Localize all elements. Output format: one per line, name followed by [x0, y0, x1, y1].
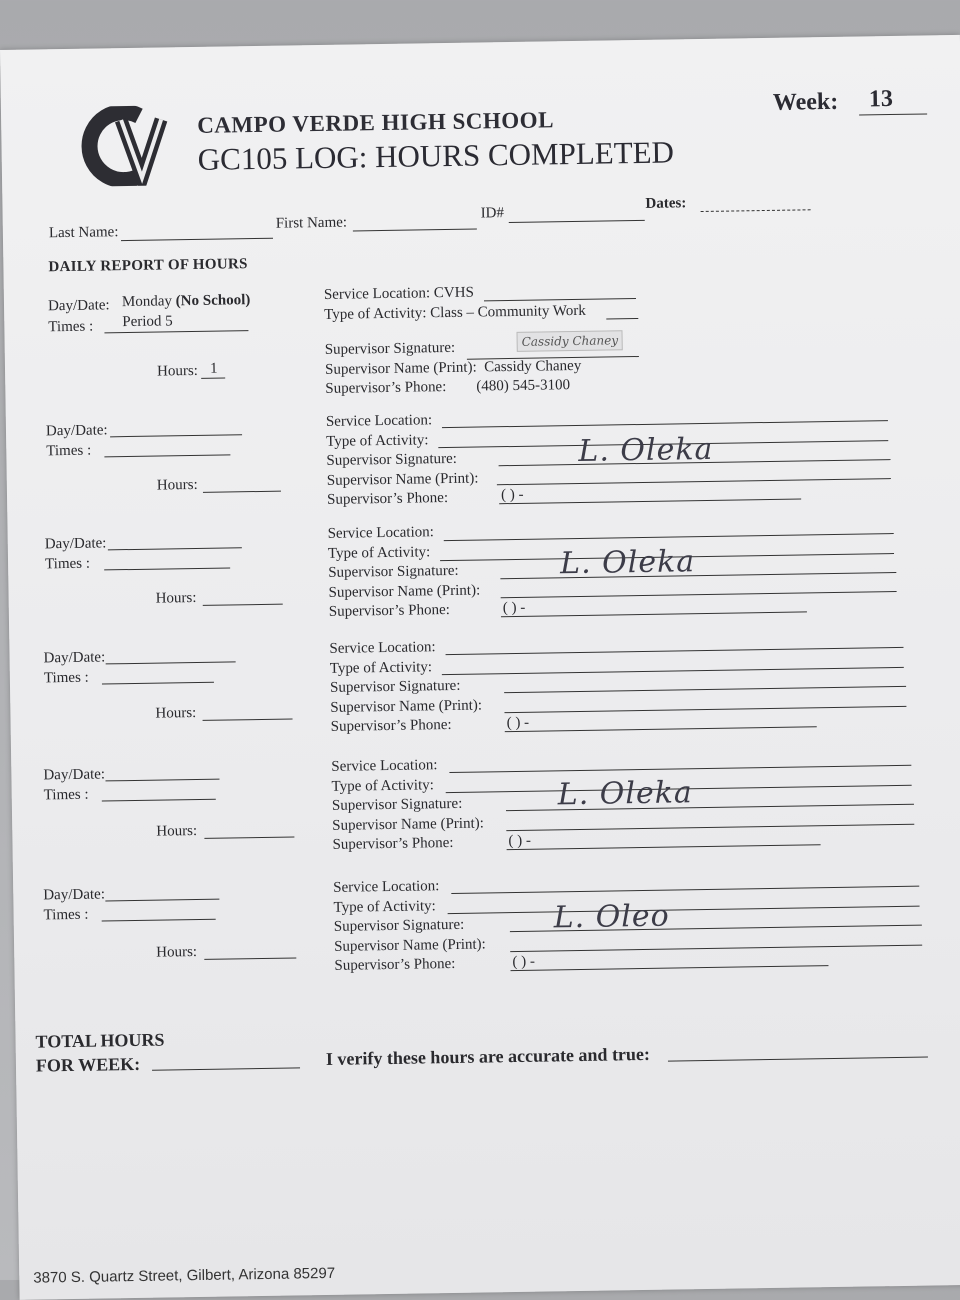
- hours-field[interactable]: [203, 604, 283, 606]
- phone-field[interactable]: [507, 844, 821, 850]
- id-label: ID#: [480, 205, 505, 222]
- hours-label: Hours:: [156, 362, 199, 380]
- times-field[interactable]: [104, 567, 230, 570]
- times-value[interactable]: Period 5: [122, 313, 173, 331]
- activity-field[interactable]: [448, 906, 920, 914]
- supervisor-name-field[interactable]: [501, 591, 897, 598]
- form-page: [0, 35, 960, 1300]
- hours-label: Hours:: [156, 944, 198, 961]
- dates-field[interactable]: [701, 209, 811, 212]
- phone-field[interactable]: [505, 726, 817, 732]
- supervisor-phone-value[interactable]: (480) 545-3100: [476, 377, 571, 395]
- location-field[interactable]: [446, 647, 904, 655]
- cv-logo-icon: [81, 105, 182, 187]
- hours-label: Hours:: [156, 476, 198, 494]
- day-date-field[interactable]: [110, 434, 242, 437]
- phone-field[interactable]: [511, 965, 829, 971]
- day-value: Monday: [121, 293, 173, 311]
- supervisor-name-field[interactable]: [510, 945, 922, 952]
- phone-template: ( ) -: [512, 953, 536, 971]
- day-date-field[interactable]: [106, 661, 236, 664]
- supervisor-name-value[interactable]: Cassidy Chaney: [484, 357, 582, 375]
- phone-template: ( ) -: [500, 486, 524, 504]
- phone-field[interactable]: [499, 498, 801, 504]
- location-field[interactable]: [451, 886, 919, 894]
- entry-3-labels: Service Location: Type of Activity: Supervisor Signature: Supervisor Name (Print): Supervisor’s Phone:: [327, 524, 481, 620]
- phone-template: ( ) -: [508, 832, 532, 850]
- day-date-label: Day/Date:: [43, 886, 106, 904]
- supervisor-name-field[interactable]: [504, 706, 906, 713]
- location-field[interactable]: [444, 533, 894, 541]
- week-value: 13: [868, 85, 894, 113]
- times-field[interactable]: [102, 799, 216, 802]
- day-date-field[interactable]: [108, 547, 242, 550]
- times-label: Times :: [43, 669, 89, 687]
- entry-5-labels: Service Location: Type of Activity: Supervisor Signature: Supervisor Name (Print): Supervisor’s Phone:: [331, 757, 484, 853]
- hours-field[interactable]: [204, 957, 296, 959]
- supervisor-name-field[interactable]: [497, 478, 891, 485]
- first-name-field[interactable]: [353, 229, 477, 232]
- hours-line: [201, 378, 225, 379]
- entry-2-labels: Service Location: Type of Activity: Supervisor Signature: Supervisor Name (Print): Supervisor’s Phone:: [325, 412, 479, 508]
- times-field[interactable]: [102, 682, 214, 685]
- service-location-label: Service Location:: [323, 285, 431, 303]
- total-hours-label: TOTAL HOURS FOR WEEK:: [35, 1029, 165, 1076]
- times-label: Times :: [44, 555, 91, 573]
- supervisor-name-field[interactable]: [506, 824, 914, 831]
- times-label: Times :: [43, 906, 89, 924]
- week-label: Week:: [772, 88, 839, 116]
- supervisor-name-label: Supervisor Name (Print):: [324, 359, 477, 378]
- times-label: Times :: [43, 786, 89, 804]
- day-date-label: Day/Date:: [47, 297, 110, 315]
- entry-4-labels: Service Location: Type of Activity: Supervisor Signature: Supervisor Name (Print): Supervisor’s Phone:: [329, 639, 483, 735]
- entry-6-labels: Service Location: Type of Activity: Supervisor Signature: Supervisor Name (Print): Supervisor’s Phone:: [333, 878, 486, 974]
- day-date-field[interactable]: [105, 899, 219, 902]
- hours-label: Hours:: [155, 704, 197, 722]
- hours-field[interactable]: [204, 836, 294, 838]
- day-date-label: Day/Date:: [44, 535, 107, 553]
- last-name-label: Last Name:: [48, 224, 119, 242]
- section-title: DAILY REPORT OF HOURS: [48, 256, 248, 276]
- hours-field[interactable]: [203, 718, 293, 720]
- activity-label: Type of Activity:: [324, 304, 427, 323]
- phone-template: ( ) -: [502, 599, 526, 617]
- day-date-label: Day/Date:: [45, 422, 108, 440]
- location-field[interactable]: [442, 420, 888, 428]
- signature-field[interactable]: [504, 686, 906, 693]
- service-location-value[interactable]: CVHS: [433, 284, 474, 302]
- phone-field[interactable]: [501, 611, 807, 617]
- verify-signature-field[interactable]: [668, 1057, 928, 1062]
- supervisor-signature: L. Oleka: [557, 775, 694, 813]
- supervisor-phone-label: Supervisor’s Phone:: [325, 379, 447, 397]
- signature-label: Supervisor Signature:: [324, 339, 456, 358]
- id-field[interactable]: [509, 220, 645, 223]
- total-hours-field[interactable]: [152, 1067, 300, 1070]
- supervisor-signature: Cassidy Chaney: [516, 330, 623, 352]
- day-date-field[interactable]: [105, 779, 219, 782]
- supervisor-signature: L. Oleo: [553, 898, 670, 936]
- school-name: CAMPO VERDE HIGH SCHOOL: [197, 107, 555, 138]
- hours-label: Hours:: [155, 589, 197, 607]
- day-date-label: Day/Date:: [43, 766, 106, 784]
- day-note: (No School): [175, 292, 251, 310]
- day-date-label: Day/Date:: [43, 649, 106, 667]
- last-name-field[interactable]: [121, 238, 273, 241]
- dates-label: Dates:: [645, 195, 687, 212]
- first-name-label: First Name:: [275, 214, 348, 232]
- activity-field[interactable]: [442, 667, 904, 675]
- supervisor-signature: L. Oleka: [578, 431, 714, 469]
- phone-template: ( ) -: [506, 714, 530, 732]
- times-field[interactable]: [104, 454, 230, 457]
- times-field[interactable]: [102, 919, 216, 922]
- times-label: Times :: [48, 318, 94, 336]
- school-address: 3870 S. Quartz Street, Gilbert, Arizona 85297: [33, 1264, 336, 1287]
- hours-label: Hours:: [156, 823, 198, 840]
- activity-value[interactable]: Class – Community Work: [430, 302, 586, 321]
- day-date-value[interactable]: [122, 292, 251, 311]
- hours-field[interactable]: [203, 491, 281, 493]
- supervisor-signature: L. Oleka: [559, 544, 696, 582]
- verify-label: I verify these hours are accurate and true:: [325, 1043, 651, 1070]
- location-field[interactable]: [449, 765, 911, 773]
- times-label: Times :: [46, 442, 92, 460]
- week-line: [859, 113, 927, 115]
- activity-line: [606, 318, 638, 320]
- hours-value[interactable]: 1: [209, 360, 218, 377]
- form-title: GC105 LOG: HOURS COMPLETED: [197, 134, 675, 177]
